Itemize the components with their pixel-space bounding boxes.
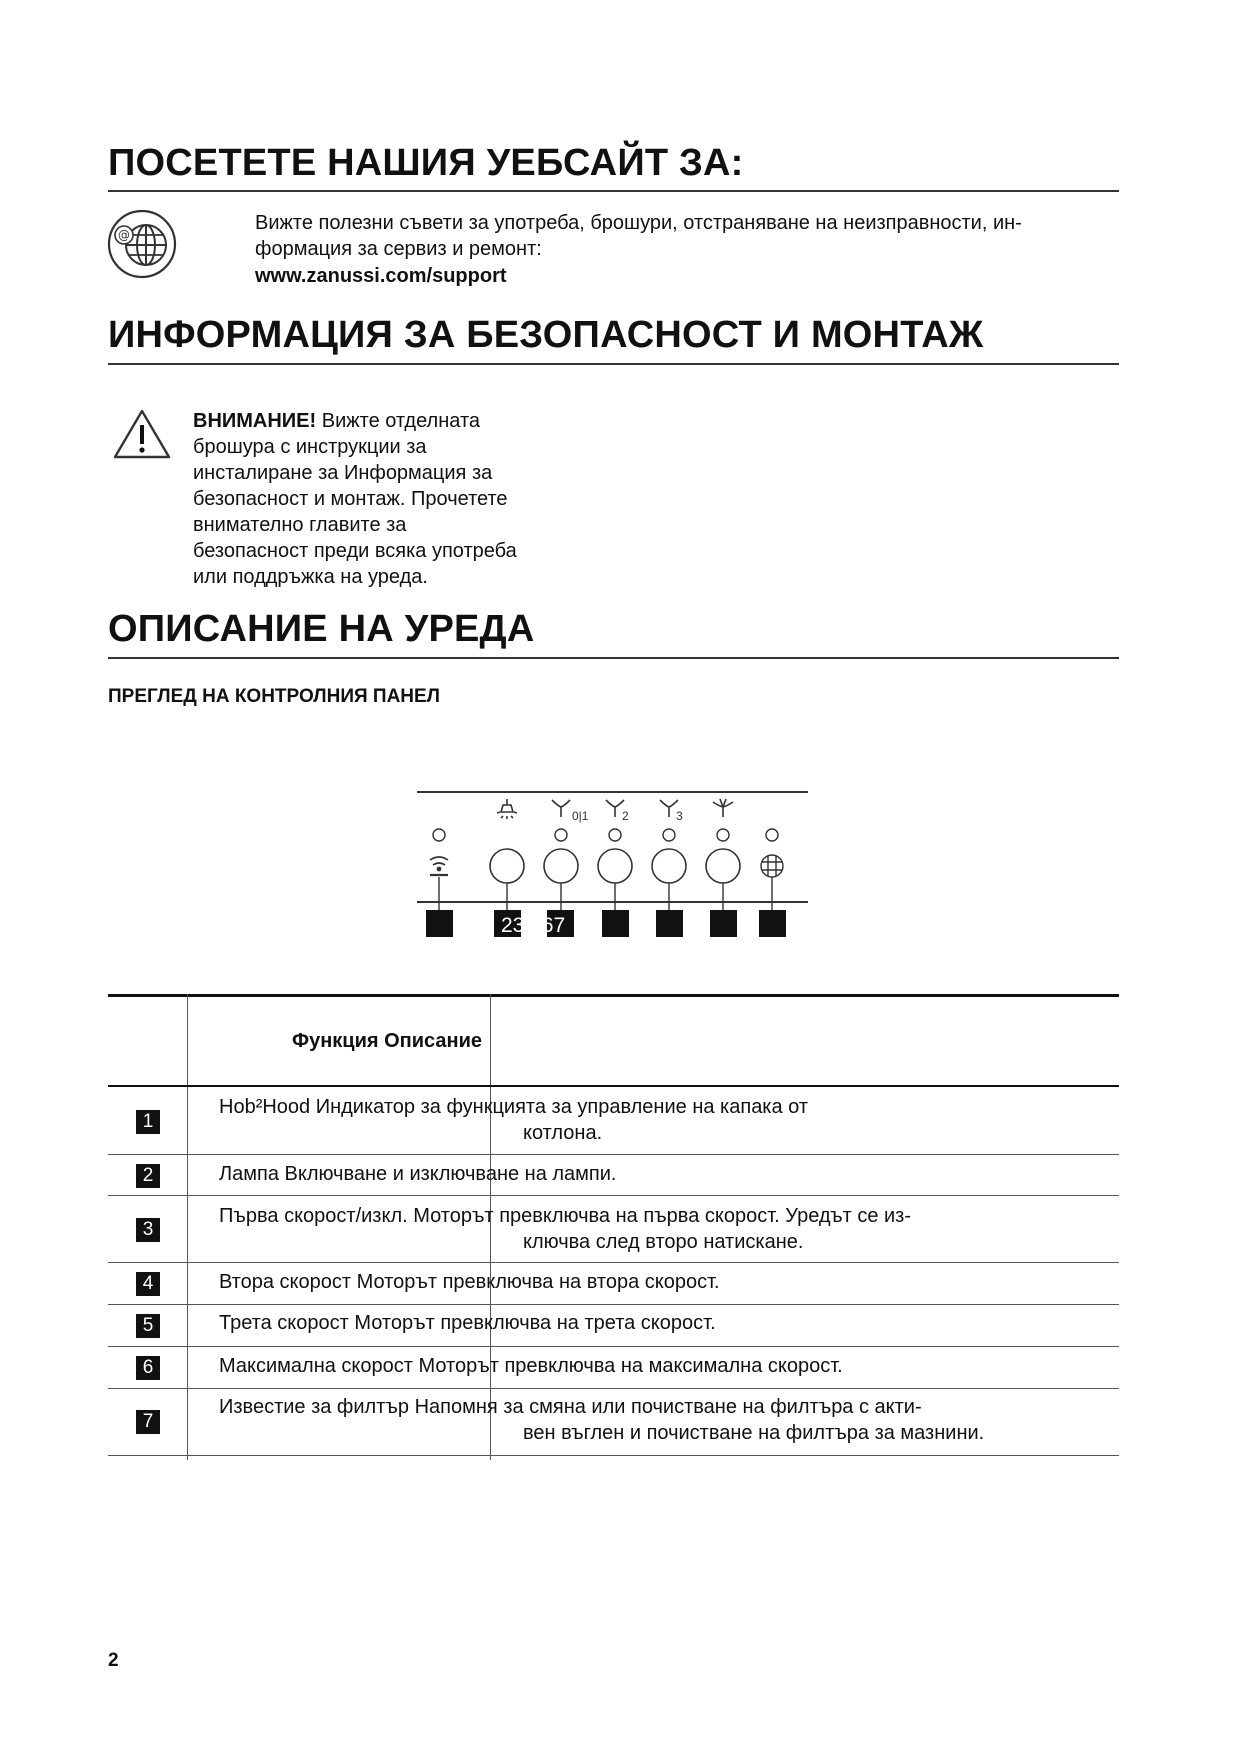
row-text: Лампа Включване и изключване на лампи.	[219, 1163, 617, 1185]
safety-line-6: безопасност преди всяка употреба	[193, 540, 517, 562]
row-text: Hob²Hood Индикатор за функцията за управление на капака от	[219, 1096, 809, 1118]
hob2hood-icon	[430, 857, 448, 875]
filter-grid-icon	[761, 855, 783, 877]
speed-2-button	[598, 849, 632, 883]
control-panel-diagram	[415, 780, 815, 945]
safety-heading: ИНФОРМАЦИЯ ЗА БЕЗОПАСНОСТ И МОНТАЖ	[108, 314, 984, 356]
callout-1	[426, 910, 453, 937]
safety-line-3: инсталиране за Информация за	[193, 462, 493, 484]
table-top-rule	[108, 994, 1119, 997]
fan-speed-3-label: 3	[676, 809, 683, 823]
led-filter	[766, 829, 778, 841]
safety-warning-text	[193, 408, 593, 590]
table-row-2	[219, 1161, 617, 1187]
table-header: Функция Описание	[292, 1030, 483, 1052]
row-divider	[108, 1304, 1119, 1305]
description-heading: ОПИСАНИЕ НА УРЕДА	[108, 608, 535, 650]
led-hob2hood	[433, 829, 445, 841]
table-row-4	[219, 1269, 720, 1295]
row-divider	[108, 1154, 1119, 1155]
callout-7	[759, 910, 786, 937]
control-panel-subheading: ПРЕГЛЕД НА КОНТРОЛНИЯ ПАНЕЛ	[108, 686, 441, 707]
row-divider	[108, 1262, 1119, 1263]
callout-6	[710, 910, 737, 937]
callout-4	[602, 910, 629, 937]
safety-line-4: безопасност и монтаж. Прочетете	[193, 488, 508, 510]
table-row-1	[219, 1094, 808, 1146]
table-header-rule	[108, 1085, 1119, 1087]
fan-speed-1-icon	[552, 800, 570, 817]
row-divider	[108, 1195, 1119, 1196]
led-lamp	[555, 829, 567, 841]
svg-text:@: @	[118, 228, 130, 242]
table-row-5	[219, 1310, 716, 1336]
table-col-line	[187, 994, 188, 1460]
fan-speed-1-label: 0|1	[572, 809, 589, 823]
fan-max-icon	[713, 799, 733, 817]
speed-max-button	[706, 849, 740, 883]
table-row-6	[219, 1353, 843, 1379]
page-number: 2	[108, 1650, 119, 1671]
lamp-button	[490, 849, 524, 883]
row-text: Известие за филтър Напомня за смяна или почистване на филтъра с акти-	[219, 1396, 922, 1418]
website-text-line1: Вижте полезни съвети за употреба, брошури, отстраняване на неизправности, ин-	[255, 212, 1022, 234]
row-text-cont: вен въглен и почистване на филтъра за мазнини.	[523, 1422, 985, 1444]
warning-triangle-icon	[112, 408, 172, 460]
led-speed-1	[609, 829, 621, 841]
led-speed-3	[717, 829, 729, 841]
website-heading: ПОСЕТЕТЕ НАШИЯ УЕБСАЙТ ЗА:	[108, 142, 744, 184]
table-row-7	[219, 1394, 984, 1446]
row-number: 2	[136, 1164, 160, 1188]
callout-5	[656, 910, 683, 937]
table-bottom-rule	[108, 1455, 1119, 1456]
row-number: 6	[136, 1356, 160, 1380]
safety-line-1-text: Вижте отделната	[316, 410, 481, 432]
website-url-link[interactable]: www.zanussi.com/support	[255, 265, 507, 287]
row-number: 5	[136, 1314, 160, 1338]
safety-line-1	[193, 408, 593, 434]
callout-overlap-label: 23 567	[501, 914, 566, 937]
row-text: Трета скорост Моторът превключва на трета скорост.	[219, 1312, 716, 1334]
row-divider	[108, 1388, 1119, 1389]
heading-rule	[108, 657, 1119, 659]
warning-label: ВНИМАНИЕ!	[193, 410, 317, 432]
speed-3-button	[652, 849, 686, 883]
row-number: 7	[136, 1410, 160, 1434]
safety-line-7: или поддръжка на уреда.	[193, 566, 428, 588]
row-number: 1	[136, 1110, 160, 1134]
row-text-cont: ключва след второ натискане.	[523, 1231, 804, 1253]
row-text: Втора скорост Моторът превключва на втора скорост.	[219, 1271, 720, 1293]
heading-rule	[108, 190, 1119, 192]
row-text: Първа скорост/изкл. Моторът превключва на първа скорост. Уредът се из-	[219, 1205, 912, 1227]
row-number: 3	[136, 1218, 160, 1242]
lamp-icon	[497, 799, 517, 819]
row-divider	[108, 1346, 1119, 1347]
safety-line-2: брошура с инструкции за	[193, 436, 427, 458]
table-row-3	[219, 1203, 911, 1255]
heading-rule	[108, 363, 1119, 365]
website-text-line2: формация за сервиз и ремонт:	[255, 238, 542, 260]
speed-1-button	[544, 849, 578, 883]
row-text-cont: котлона.	[523, 1122, 603, 1144]
safety-line-5: внимателно главите за	[193, 514, 407, 536]
row-text: Максимална скорост Моторът превключва на максимална скорост.	[219, 1355, 843, 1377]
led-speed-2	[663, 829, 675, 841]
row-number: 4	[136, 1272, 160, 1296]
fan-speed-2-label: 2	[622, 809, 629, 823]
globe-at-icon	[106, 208, 178, 280]
